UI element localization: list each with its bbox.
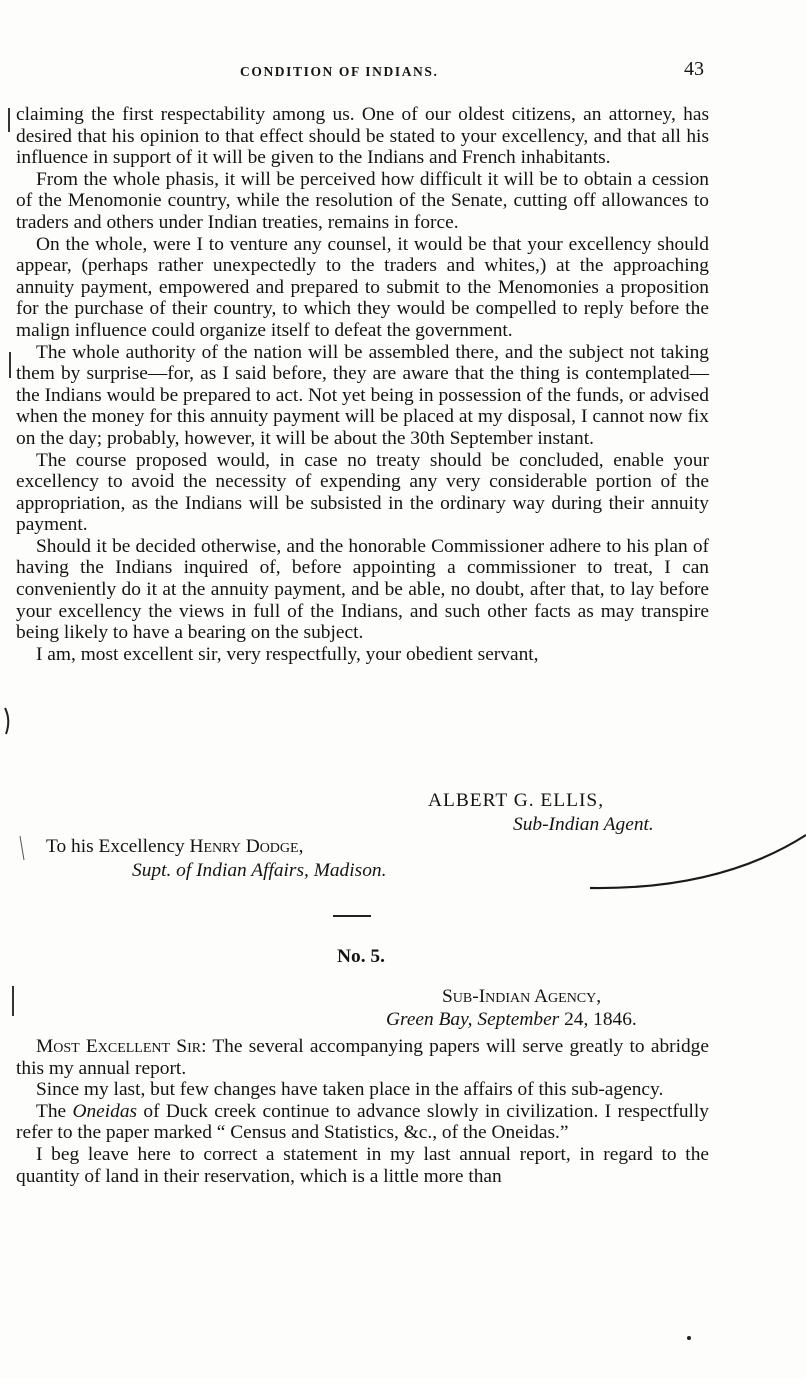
running-title: CONDITION OF INDIANS.	[240, 64, 439, 79]
closing-line: I am, most excellent sir, very respectfully, your obedient servant,	[36, 643, 539, 665]
page-number: 43	[684, 58, 704, 80]
signatory-name: ALBERT G. ELLIS,	[428, 790, 605, 811]
paragraph-6: Should it be decided otherwise, and the honorable Commissioner adhere to his plan of having the Indians inquired of, before appointing a commissioner to treat, I can conveniently do it at the annuity payment, and be able, no doubt, after that, to lay before your excellency the views in full of the Indians, and such other facts as may transpire being likely to have a bearing on the subject.	[16, 535, 709, 644]
final-paragraph: I beg leave here to correct a statement in my last annual report, in regard to the quantity of land in their reservation, which is a little more than	[16, 1143, 709, 1187]
report-paragraph-1: Since my last, but few changes have taken place in the affairs of this sub-agency.	[36, 1079, 664, 1101]
addressee-name: Henry Dodge,	[189, 836, 304, 857]
oneidas-lead: The	[36, 1100, 73, 1122]
salutation-greeting: Most Excellent Sir:	[36, 1036, 207, 1057]
dateline-office: Sub-Indian Agency,	[442, 986, 602, 1007]
signatory-title: Sub-Indian Agent.	[513, 814, 654, 835]
paragraph-3: On the whole, were I to venture any counsel, it would be that your excellency should appear, (perhaps rather unexpectedly to the traders and whites,) at the approaching annuity payment, empowered and prepared to submit to the Menomonies a proposition for the purchase of their country, to which they would be compelled to reply before the malign influence could organize itself to defeat the government.	[16, 233, 709, 341]
paragraph-5: The course proposed would, in case no treaty should be concluded, enable your excellency to avoid the necessity of expending any very considerable portion of the appropriation, as the Indians will be subsisted in the ordinary way during their annuity payment.	[16, 449, 709, 536]
paragraph-1: claiming the first respectability among us. One of our oldest citizens, an attorney, has desired that his opinion to that effect should be stated to your excellency, and that all his influence in support of it will be given to the Indians and French inhabitants.	[16, 104, 709, 169]
paragraph-4: The whole authority of the nation will be assembled there, and the subject not taking them by surprise—for, as I said before, they are aware that the thing is contemplated—the Indians would be prepared to act. Not yet being in possession of the funds, or advised when the money for this annuity payment will be placed at my disposal, I cannot now fix on the day; probably, however, it will be about the 30th September instant.	[16, 341, 709, 449]
addressee-prefix: To his Excellency	[46, 836, 190, 857]
addressee-office: Supt. of Indian Affairs, Madison.	[132, 860, 387, 881]
oneidas-rest: of Duck creek continue to advance slowly in civilization. I respectfully refer to the paper marked “ Census and Statistics, &c., of the Oneidas.”	[16, 1100, 709, 1144]
dateline-day: 24, 1846.	[559, 1009, 637, 1030]
salutation-text: The several accompanying papers will serve greatly to abridge this my annual report.	[16, 1036, 709, 1079]
dateline-month: September	[477, 1009, 560, 1030]
oneidas-name: Oneidas	[72, 1100, 138, 1122]
dateline-place: Green Bay,	[386, 1009, 473, 1030]
document-number: No. 5.	[337, 946, 385, 967]
paragraph-2: From the whole phasis, it will be perceived how difficult it will be to obtain a cession of the Menomonie country, while the resolution of the Senate, cutting off allowances to traders and others under Indian treaties, remains in force.	[16, 168, 709, 233]
